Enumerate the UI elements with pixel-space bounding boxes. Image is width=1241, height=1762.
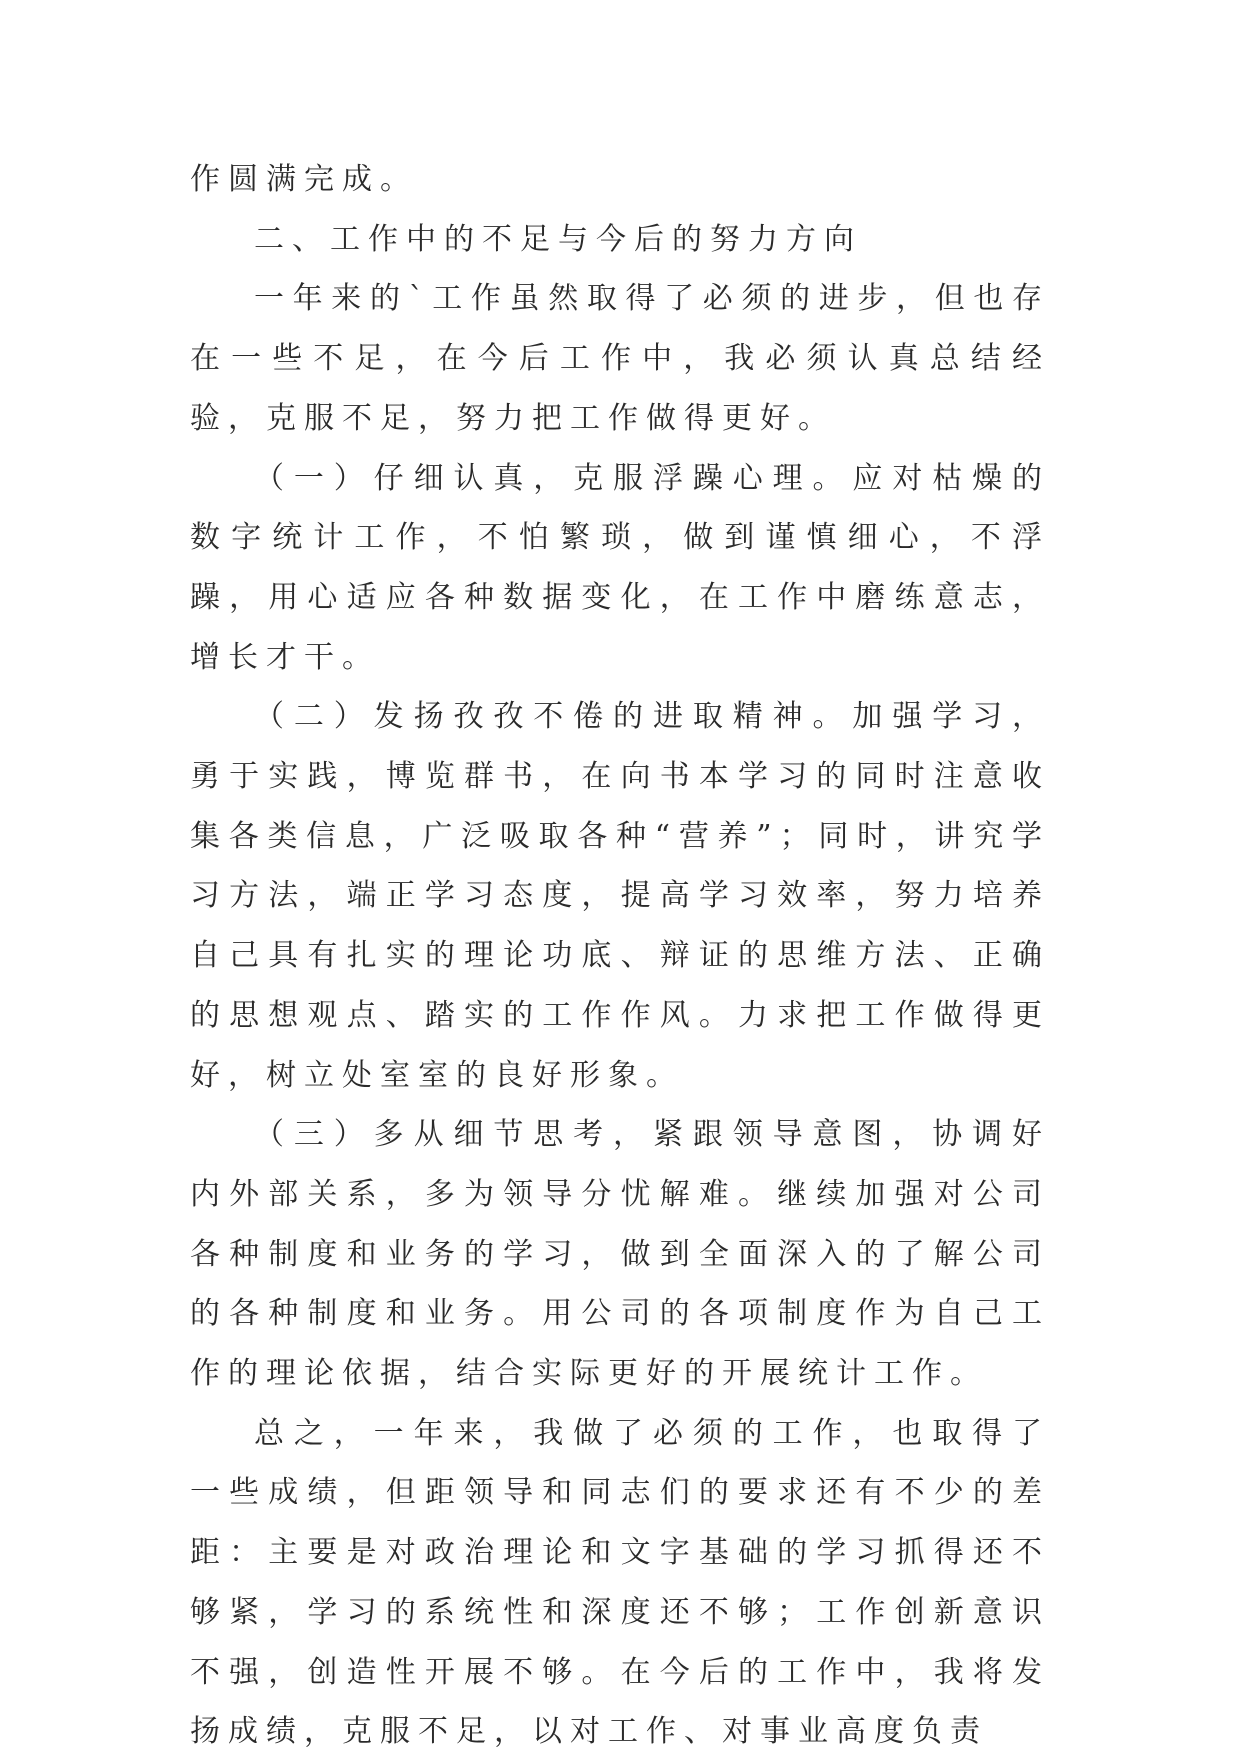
paragraph-continuation: 作圆满完成。 xyxy=(190,162,418,197)
paragraph-item-3: （三）多从细节思考，紧跟领导意图，协调好内外部关系，多为领导分忧解难。继续加强对公司各种制度和业务的学习，做到全面深入的了解公司的各种制度和业务。用公司的各项制度作为自己工作的理论依据，结合实际更好的开展统计工作。 xyxy=(190,1117,1050,1392)
paragraph-item-2: （二）发扬孜孜不倦的进取精神。加强学习，勇于实践，博览群书，在向书本学习的同时注意收集各类信息，广泛吸取各种“营养”；同时，讲究学习方法，端正学习态度，提高学习效率，努力培养自己具有扎实的理论功底、辩证的思维方法、正确的思想观点、踏实的工作作风。力求把工作做得更好，树立处室室的良好形象。 xyxy=(190,699,1050,1093)
section-heading: 二、工作中的不足与今后的努力方向 xyxy=(254,221,862,257)
paragraph-intro: 一年来的`工作虽然取得了必须的进步，但也存在一些不足，在今后工作中，我必须认真总结经验，克服不足，努力把工作做得更好。 xyxy=(190,281,1050,436)
document-page xyxy=(190,150,1050,1762)
paragraph-item-1: （一）仔细认真，克服浮躁心理。应对枯燥的数字统计工作，不怕繁琐，做到谨慎细心，不浮躁，用心适应各种数据变化，在工作中磨练意志，增长才干。 xyxy=(190,460,1050,675)
paragraph-summary: 总之，一年来，我做了必须的工作，也取得了一些成绩，但距领导和同志们的要求还有不少的差距：主要是对政治理论和文字基础的学习抓得还不够紧，学习的系统性和深度还不够；工作创新意识不强，创造性开展不够。在今后的工作中，我将发扬成绩，克服不足，以对工作、对事业高度负责 xyxy=(190,1415,1050,1750)
